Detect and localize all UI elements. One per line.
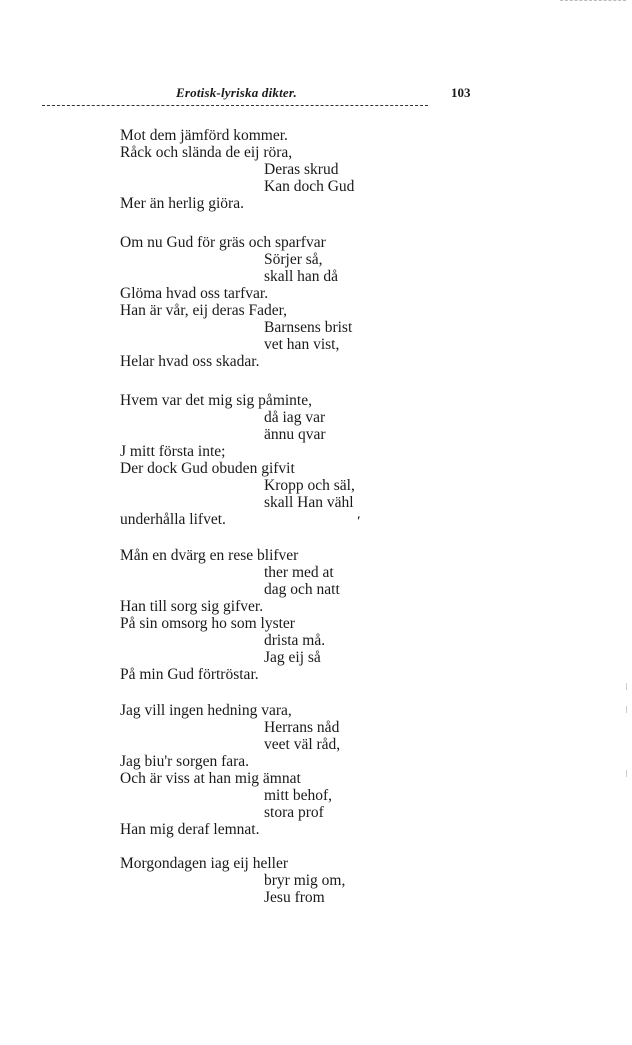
poem-stanza [120, 855, 440, 906]
poem-stanza [120, 234, 440, 370]
poem-line: då iag var [264, 409, 326, 426]
poem-stanza [120, 392, 440, 528]
poem-line: Han mig deraf lemnat. [120, 821, 260, 838]
poem-line: På min Gud förtröstar. [120, 666, 259, 683]
poem-line: Deras skrud [264, 161, 339, 178]
edge-mark [626, 683, 627, 690]
poem-line: skall han då [264, 268, 339, 285]
poem-line: Om nu Gud för gräs och sparfvar [120, 234, 326, 251]
poem-line: Han till sorg sig gifver. [120, 598, 264, 615]
poem-line: Der dock Gud obuden gifvit [120, 460, 295, 477]
poem-line: Mot dem jämförd kommer. [120, 127, 288, 144]
poem-line: Han är vår, eij deras Fader, [120, 302, 288, 319]
poem-line: Hvem var det mig sig påminte, [120, 392, 312, 409]
poem-line: mitt behof, [264, 787, 333, 804]
poem-line: Jesu from [264, 889, 325, 906]
poem-line: veet väl råd, [264, 736, 341, 753]
poem-line: På sin omsorg ho som lyster [120, 615, 295, 632]
poem-line: vet han vist, [264, 336, 340, 353]
poem-line: Sörjer så, [264, 251, 323, 268]
poem-stanza [120, 702, 440, 838]
top-edge-rule [560, 0, 626, 1]
poem-line: Råck och slända de eij röra, [120, 144, 293, 161]
print-speck: ʹ [357, 513, 361, 528]
poem-line: Jag biu'r sorgen fara. [120, 753, 250, 770]
edge-mark [626, 706, 627, 713]
poem-stanza [120, 127, 440, 212]
poem-line: Mån en dvärg en rese blifver [120, 547, 299, 564]
poem-line: bryr mig om, [264, 872, 346, 889]
poem-line: stora prof [264, 804, 324, 821]
poem-line: Mer än herlig giöra. [120, 195, 244, 212]
poem-stanza [120, 547, 440, 683]
page-number: 103 [451, 85, 471, 100]
poem-line: Kan doch Gud [264, 178, 355, 195]
poem-line: Herrans nåd [264, 719, 340, 736]
poem-line: ther med at [264, 564, 334, 581]
poem-line: J mitt första inte; [120, 443, 226, 460]
poem-line: Helar hvad oss skadar. [120, 353, 260, 370]
poem-line: Barnsens brist [264, 319, 353, 336]
poem-line: Jag eij så [264, 649, 321, 666]
poem-line: dag och natt [264, 581, 340, 598]
poem-line: drista må. [264, 632, 326, 649]
poem-line: underhålla lifvet. [120, 511, 226, 528]
poem-line: Kropp och säl, [264, 477, 355, 494]
poem-line: ännu qvar [264, 426, 326, 443]
running-head: Erotisk-lyriska dikter. [176, 85, 297, 100]
poem-line: Morgondagen iag eij heller [120, 855, 289, 872]
poem-line: skall Han vähl [264, 494, 354, 511]
poem-line: Och är viss at han mig ämnat [120, 770, 301, 787]
poem-line: Jag vill ingen hedning vara, [120, 702, 292, 719]
edge-mark [626, 770, 627, 777]
poem-line: Glöma hvad oss tarfvar. [120, 285, 269, 302]
header-rule [42, 105, 428, 106]
